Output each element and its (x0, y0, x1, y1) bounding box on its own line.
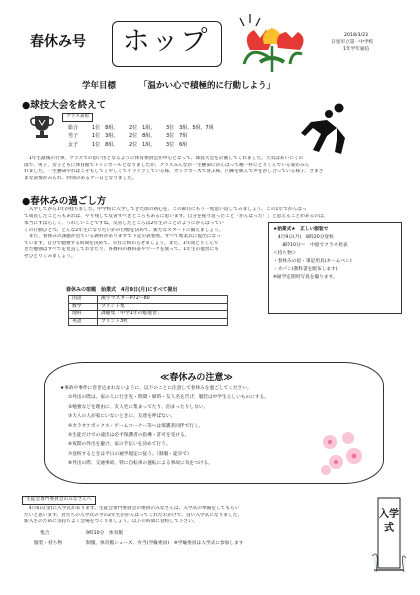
start-info-line: ＜持ち物＞ (273, 251, 297, 256)
paragraph-line: 新入生のために気持ちよく会場をつくりましょう。以下の時間に登校して下さい。 (24, 519, 198, 525)
homework-task: プリント集 (98, 303, 228, 311)
homework-subject: 理科 (69, 311, 98, 319)
result-second: 2位 1組、 (129, 125, 156, 131)
homework-task: プリント3枚 (98, 318, 228, 326)
publisher: 1年学年通信 (343, 47, 370, 52)
result-first: 1位 8組、 (92, 141, 119, 148)
caution-body (60, 384, 360, 469)
spring-body-bottom (24, 221, 264, 261)
homework-row (69, 318, 228, 326)
caution-title: ≪春休みの注意≫ (160, 373, 233, 383)
result-first: 1位 3組、 (92, 133, 119, 140)
paragraph-line: ぜひとりくみましょう。 (24, 253, 76, 259)
athlete-silhouette (299, 102, 351, 156)
result-third: 3位 6組 (166, 141, 188, 148)
caution-intro: ★事故や事件に巻き込まれないように、以下のことに注意して春休みを過ごしてください。 (60, 386, 252, 391)
homework-table (68, 295, 228, 326)
start-info-line: ★始業式★ 正しい服装で (273, 227, 329, 232)
entrance-sign-text: 入学式 (379, 509, 399, 534)
result-team: 男子 (68, 133, 79, 140)
trophy-icon (30, 114, 54, 140)
paragraph-line: たいと思います。君たちの入学式の今の2年生ががんばってくれたおかげで、良い入学式になりました。 (24, 512, 243, 518)
caution-item: ④カラオケボックス・ゲームコーナー等へは保護者同伴で行く。 (68, 423, 204, 429)
start-info-line: ・春休みの宿・筆記用具(ネームペン) (273, 259, 352, 264)
homework-caption: 春休みの宿題 始業式 4月9日(月)にすべて提出 (66, 287, 178, 293)
section-heading-ball: ●球技大会を終えて (22, 100, 107, 111)
homework-subject: 英語 (69, 318, 98, 326)
start-info-box (268, 222, 402, 314)
paragraph-line: れました。一生懸命やればこそもしてくやしくてイライラしている様、ガッツポーズで喜ぶ様、円陣を組んで声をかし合っている様子、さまざ (24, 169, 324, 175)
meet-value: 9時10分 体育館 (86, 531, 124, 536)
paragraph-line: きた勉強はすべてを見直しておきたり、各教科の教科書やワークを使って、1年生の復習にも (24, 247, 219, 253)
start-info-line: 4月9日(月) 8時20分登校 (273, 235, 334, 240)
caution-item: ③大人の人が家にいないときに、友達を呼ばない。 (68, 414, 176, 420)
paragraph-line: くの行動ひとつ。どんな2年生になりたいかの目標を決めて、新たなスタートに備えましょう。 (24, 227, 224, 233)
homework-subject: 数学 (69, 303, 98, 311)
paragraph-line: 雨で、男子、女子ともに体育館でドッジボールとなりましたが、クラスみんなが一生懸命にがんばって精一杯にとりくんでいる姿がみら (24, 162, 310, 168)
caution-item: ①外出の際は、家の人に行き先・時間・帰時・友人名を告げ、服装は中学生らしいものにする。 (68, 395, 269, 401)
paragraph-line: 1年生最後の行事、クラスでの思い出となるように体育委員会が中心となって、球技大会を計画してくれました。天気はあいにくの (24, 156, 304, 161)
paragraph-line: 4月6日(金)に入学式があります。生徒会専門委員会の委員のみなさんは、入学式の準備をしてもらい (24, 506, 240, 511)
goal-label: 学年目標 (82, 81, 117, 91)
caution-item: ②勉強などを理由に、友人宅に集まってたり、泊まったりしない。 (68, 404, 209, 410)
issue-label: 春休み号 (30, 34, 86, 50)
caution-item: ⑥夜間の外出を避け、家の手伝いを決めて行う。 (68, 442, 171, 448)
result-second: 2位 8組、 (129, 133, 156, 140)
homework-row (69, 303, 228, 311)
caution-item: ⑧外出の際、交通事故、特に自転車の運転による事故に気をつける。 (68, 461, 213, 467)
results-row (68, 124, 214, 132)
start-info-line: ※通学定期用写真を撮ります。 (273, 275, 338, 280)
flower-decoration (318, 430, 366, 478)
homework-subject: 国語 (69, 296, 98, 304)
section-heading-spring: ●春休みの過ごし方 (22, 196, 107, 207)
result-third: 3位 7組 (166, 133, 188, 140)
results-row (68, 132, 214, 140)
dress-label: 服装・持ち物 (34, 541, 63, 546)
start-info-line: 8時10分～ 中庭でクラス発表 (273, 243, 348, 248)
goal-text: 「温かい心で積極的に行動しよう」 (139, 81, 276, 91)
homework-task: 漢字マスターP72～80 (98, 296, 228, 304)
paragraph-line: て成長したことろもあれば、やり残して反省すべきところもあるに思います。自分を振り返ったこと「がんばった！」と思えることがあるのは、 (24, 213, 329, 219)
paragraph-line: まな表情がみられ、特別のあるアー日となりました。 (24, 175, 137, 181)
tulip-illustration (230, 14, 314, 74)
start-info-line: ・カバン(教科書を配布します) (273, 267, 338, 272)
paragraph-line: ています。自分で勉強する時間を決めて、早目に終わらせましょう。また、1年間とりくんで (24, 240, 219, 246)
caution-item: ⑦登校するときは平日の通学規定に従う。（制服・徒歩で） (68, 451, 192, 457)
paragraph-line: 入学してから1年が経ちました。中学校に入学してきた頃の初心を、この節目にもう一度思い返してみましょう。この1年でがんばっ (24, 207, 307, 212)
caution-item: ⑤生徒だけでの遠出は必ず保護者の指導・許可を受ける。 (68, 433, 190, 439)
result-second: 2位 1組、 (129, 141, 156, 148)
result-team: 総合 (68, 125, 79, 131)
dress-value: 制服、体育館シューズ、弁当(学級委員) ※学級委員は入学式に参加します (86, 541, 244, 546)
ball-body (24, 156, 404, 182)
entrance-label: 生徒会専門委員会のみなさんへ (22, 496, 96, 505)
newsletter-title: ホップ (122, 26, 210, 57)
entrance-body (24, 506, 364, 526)
paragraph-line: 本当にすばらしく、うれしいことですね。反省したところは2年生のことのようにかんばってい (24, 221, 224, 226)
results-row (68, 141, 214, 149)
meet-label: 集合 (40, 531, 50, 536)
result-first: 1位 8組、 (92, 125, 119, 131)
homework-row (69, 296, 228, 304)
result-team: 女子 (68, 141, 79, 148)
issue-date: 2018/3/23 (344, 33, 369, 38)
result-third: 3位 3組、5組、7組 (166, 125, 214, 131)
results-table (68, 124, 214, 149)
homework-row (69, 311, 228, 319)
school-name: 日星市立第一中学校 (331, 40, 374, 45)
spring-body-top (24, 207, 408, 220)
homework-task: 課題集「中学1年の総復習」 (98, 311, 228, 319)
paragraph-line: また、春休みの課題が出ている教科がありますで下記の表参照。すべて始業式に提出になっ (24, 234, 221, 240)
award-label: クラス表彰 (62, 113, 93, 122)
